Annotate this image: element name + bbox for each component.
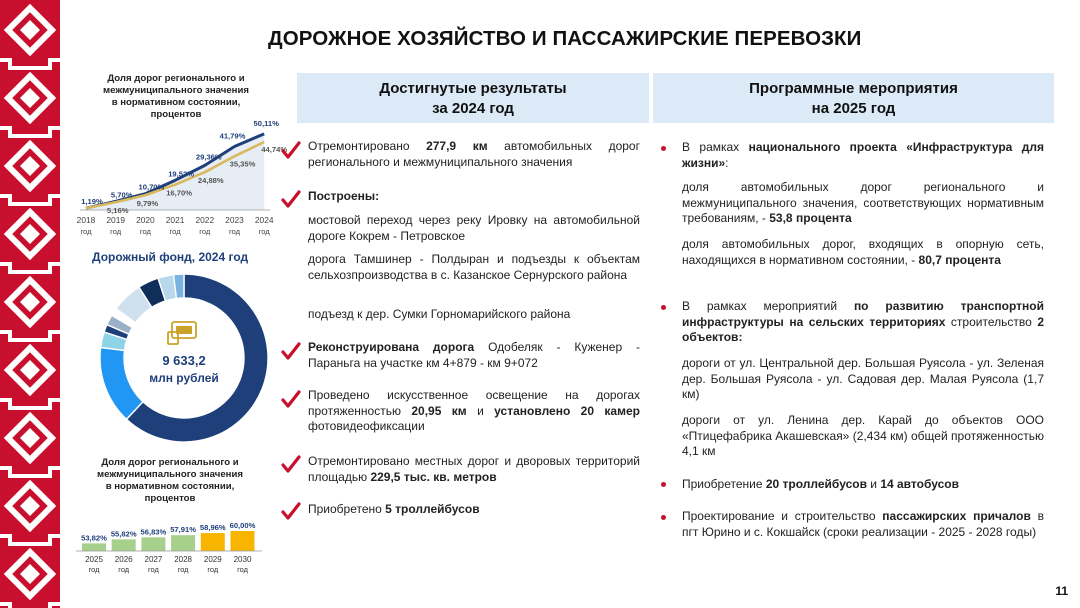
x-tick-suffix: год bbox=[139, 227, 151, 236]
data-label: 53,82% bbox=[81, 533, 107, 543]
plan-rural-infrastructure: В рамках мероприятий по развитию транспортной инфраструктуры на сельских территориях строительство 2 объектов: bbox=[682, 299, 1044, 344]
ornament-border bbox=[0, 0, 60, 608]
check-icon bbox=[282, 502, 300, 520]
result-built-access: подъезд к дер. Сумки Горномарийского района bbox=[308, 307, 571, 321]
x-tick-suffix: год bbox=[177, 565, 189, 574]
plan-road-ruyasola: дороги от ул. Центральной дер. Большая Руясола - ул. Зеленая дер. Большая Руясола - ул. Садовая дер. Малая Руясола (1,7 км) bbox=[682, 356, 1044, 401]
x-tick-suffix: год bbox=[80, 227, 92, 236]
x-tick-suffix: год bbox=[237, 565, 248, 574]
bar bbox=[231, 531, 255, 551]
data-label: 56,83% bbox=[140, 527, 167, 537]
plan-national-project: В рамках национального проекта «Инфраструктура для жизни»: bbox=[682, 140, 1044, 170]
result-built-road: дорога Тамшинер - Полдыран и подъезды к объектам сельхозпроизводства в с. Казанское Сернурского района bbox=[308, 252, 640, 282]
bar-chart-caption: Доля дорог регионального и межмуниципального значения в нормативном состоянии, процентов bbox=[97, 457, 243, 504]
bar bbox=[82, 543, 106, 551]
x-tick-label: 2021 bbox=[165, 215, 185, 225]
data-label: 5,70% bbox=[110, 190, 133, 200]
x-tick-suffix: год bbox=[228, 227, 241, 236]
x-tick-label: 2019 bbox=[106, 215, 126, 225]
data-label: 24,88% bbox=[197, 176, 224, 186]
x-tick-suffix: год bbox=[207, 565, 219, 574]
check-icon bbox=[282, 455, 300, 473]
bullet-dot bbox=[661, 482, 666, 487]
x-tick-suffix: год bbox=[148, 565, 159, 574]
fund-amount: 9 633,2 bbox=[162, 353, 206, 368]
data-label: 57,91% bbox=[170, 525, 196, 535]
data-label: 60,00% bbox=[229, 521, 256, 530]
x-tick-suffix: год bbox=[88, 565, 100, 574]
x-tick-suffix: год bbox=[258, 227, 270, 236]
bar-chart bbox=[68, 505, 268, 580]
result-lighting: Проведено искусственное освещение на дорогах протяженностью 20,95 км и установлено 20 камер фотовидеофиксации bbox=[308, 388, 640, 433]
x-tick-label: 2030 bbox=[233, 555, 252, 564]
check-icon bbox=[282, 390, 300, 408]
x-tick-label: 2029 bbox=[203, 555, 222, 564]
data-label: 35,35% bbox=[229, 159, 256, 169]
plan-roads-share: доля автомобильных дорог регионального и межмуниципального значения, соответствующих нормативным требованиям, - 53,8 процента bbox=[682, 180, 1044, 225]
page-number: 11 bbox=[1055, 584, 1068, 598]
plan-piers: Проектирование и строительство пассажирских причалов в пгт Юрино и с. Кокшайск (сроки реализации - 2025 - 2028 годы) bbox=[682, 509, 1044, 539]
bar bbox=[201, 533, 225, 551]
data-label: 10,70% bbox=[138, 182, 165, 192]
results-header: Достигнутые результаты за 2024 год bbox=[297, 73, 649, 123]
data-label: 9,79% bbox=[136, 199, 159, 209]
page-title: ДОРОЖНОЕ ХОЗЯЙСТВО И ПАССАЖИРСКИЕ ПЕРЕВОЗКИ bbox=[268, 27, 862, 50]
x-tick-label: 2018 bbox=[76, 215, 96, 225]
data-label: 19,52% bbox=[168, 169, 194, 179]
result-reconstructed-road: Реконструирована дорога Одобеляк - Куженер - Параньга на участке км 4+879 - км 9+072 bbox=[308, 340, 641, 370]
x-tick-label: 2025 bbox=[85, 555, 103, 564]
check-icon bbox=[282, 342, 300, 360]
result-repaired-roads: Отремонтировано 277,9 км автомобильных дорог регионального и межмуниципального значения bbox=[308, 139, 640, 169]
line-chart bbox=[64, 118, 288, 244]
data-label: 44,74% bbox=[261, 144, 288, 154]
bar bbox=[112, 539, 136, 551]
fund-donut-chart bbox=[98, 272, 270, 444]
data-label: 55,82% bbox=[110, 529, 137, 539]
bullet-dot bbox=[661, 146, 666, 151]
data-label: 41,79% bbox=[219, 131, 246, 141]
data-label: 16,70% bbox=[166, 188, 192, 198]
plan-core-network-share: доля автомобильных дорог, входящих в опорную сеть, находящихся в нормативном состоянии, - 80,7 процента bbox=[682, 237, 1044, 267]
x-tick-label: 2024 bbox=[254, 215, 274, 225]
x-tick-suffix: год bbox=[199, 227, 211, 236]
plan-vehicles: Приобретение 20 троллейбусов и 14 автобусов bbox=[682, 477, 959, 491]
x-tick-label: 2023 bbox=[225, 215, 244, 225]
check-icon bbox=[282, 141, 300, 159]
data-label: 1,19% bbox=[81, 197, 103, 207]
x-tick-suffix: год bbox=[169, 227, 181, 236]
fund-unit: млн рублей bbox=[149, 371, 219, 385]
money-icon bbox=[168, 322, 196, 344]
x-tick-label: 2027 bbox=[144, 555, 163, 564]
plan-road-karay: дороги от ул. Ленина дер. Карай до объектов ООО «Птицефабрика Акашевская» (2,434 км) общей протяженностью 4,1 км bbox=[682, 413, 1044, 458]
bar bbox=[141, 537, 165, 551]
bar bbox=[171, 535, 195, 551]
result-built-title: Построены: bbox=[308, 189, 380, 203]
fund-title: Дорожный фонд, 2024 год bbox=[92, 250, 249, 264]
x-tick-label: 2028 bbox=[174, 555, 192, 564]
x-tick-suffix: год bbox=[110, 227, 122, 236]
x-tick-label: 2022 bbox=[195, 215, 215, 225]
bullet-dot bbox=[661, 305, 666, 310]
donut-slice bbox=[100, 347, 143, 419]
bullet-dot bbox=[661, 515, 666, 520]
result-built-bridge: мостовой переход через реку Ировку на автомобильной дороге Кокрем - Петровское bbox=[308, 213, 640, 243]
data-label: 29,36% bbox=[195, 152, 222, 162]
data-label: 5,16% bbox=[106, 206, 129, 216]
data-label: 50,11% bbox=[253, 118, 279, 128]
plans-header: Программные мероприятия на 2025 год bbox=[653, 73, 1054, 123]
check-icon bbox=[282, 190, 300, 208]
data-label: 58,96% bbox=[199, 523, 226, 533]
x-tick-suffix: год bbox=[118, 565, 130, 574]
x-tick-label: 2026 bbox=[114, 555, 133, 564]
result-trolleybuses: Приобретено 5 троллейбусов bbox=[308, 502, 480, 516]
line-chart-caption: Доля дорог регионального и межмуниципального значения в нормативном состоянии, процентов bbox=[103, 73, 249, 120]
result-local-roads: Отремонтировано местных дорог и дворовых территорий площадью 229,5 тыс. кв. метров bbox=[308, 454, 640, 484]
x-tick-label: 2020 bbox=[136, 215, 155, 225]
